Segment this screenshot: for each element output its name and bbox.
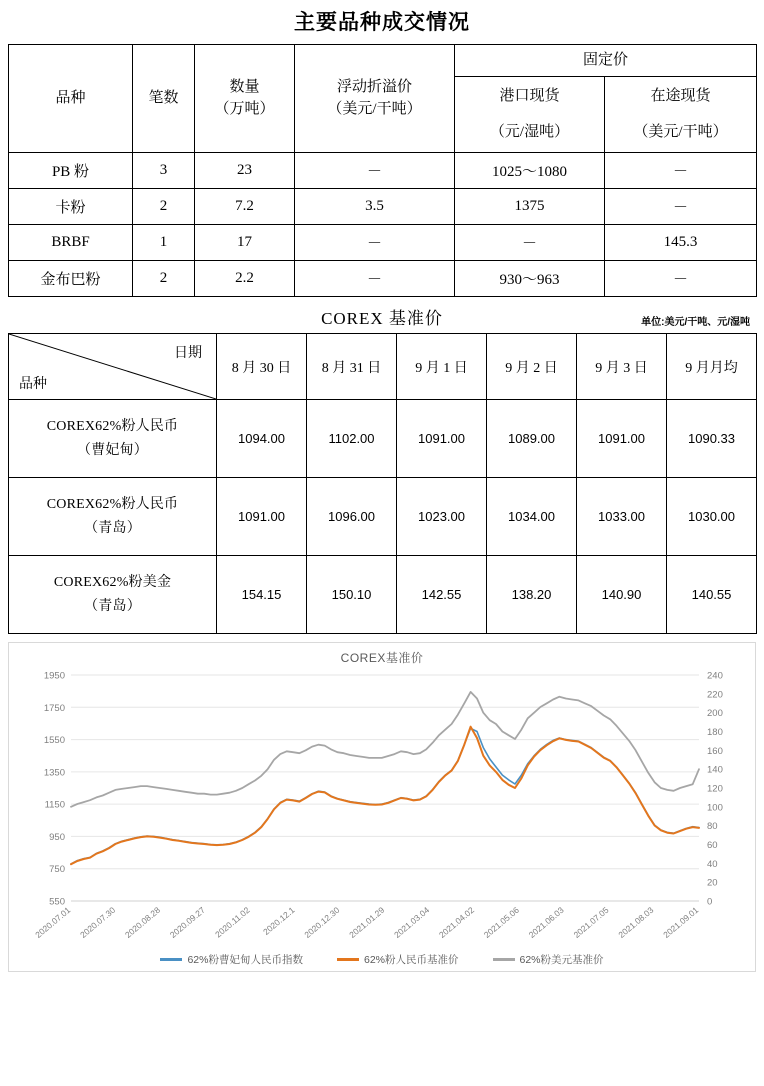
cell-count: 1 — [133, 225, 195, 261]
cell-quantity: 2.2 — [195, 261, 295, 297]
svg-text:20: 20 — [707, 877, 718, 889]
row-label-line2: （青岛） — [84, 520, 141, 536]
th-fixed-price-group: 固定价 — [455, 45, 757, 77]
legend-item-0 — [160, 952, 303, 967]
svg-text:120: 120 — [707, 783, 723, 795]
legend-swatch-icon — [337, 958, 359, 961]
svg-text:950: 950 — [49, 831, 65, 843]
svg-text:200: 200 — [707, 708, 723, 720]
row-label — [9, 400, 217, 478]
svg-text:750: 750 — [49, 864, 65, 876]
table2-header-row — [9, 334, 757, 400]
svg-text:2020.12.1: 2020.12.1 — [261, 904, 297, 937]
cell-value: 1030.00 — [667, 478, 757, 556]
cell-value: 1094.00 — [217, 400, 307, 478]
cell-quantity: 17 — [195, 225, 295, 261]
table1-header-row-1 — [9, 45, 757, 77]
cell-value: 1033.00 — [577, 478, 667, 556]
page-title: 主要品种成交情况 — [294, 10, 470, 34]
th-quantity — [195, 45, 295, 153]
svg-text:2020.09.27: 2020.09.27 — [167, 904, 207, 940]
row-label — [9, 556, 217, 634]
cell-variety: 卡粉 — [9, 189, 133, 225]
cell-value: 1102.00 — [307, 400, 397, 478]
cell-value: 138.20 — [487, 556, 577, 634]
svg-text:2021.03.04: 2021.03.04 — [392, 904, 432, 940]
cell-port-spot: 1375 — [455, 189, 605, 225]
svg-text:240: 240 — [707, 670, 723, 682]
corex-title-row — [0, 301, 764, 331]
cell-count: 3 — [133, 153, 195, 189]
svg-text:2021.01.29: 2021.01.29 — [347, 904, 387, 940]
svg-text:550: 550 — [49, 896, 65, 908]
svg-text:2020.12.30: 2020.12.30 — [302, 904, 342, 940]
svg-text:0: 0 — [707, 896, 713, 908]
th-date-0: 8 月 30 日 — [217, 334, 307, 400]
corner-header — [9, 334, 217, 400]
th-date-4: 9 月 3 日 — [577, 334, 667, 400]
row-label-line2: （曹妃甸） — [77, 442, 148, 458]
cell-in-transit: － — [605, 189, 757, 225]
th-in-transit-line1: 在途现货 — [650, 87, 711, 104]
cell-quantity: 7.2 — [195, 189, 295, 225]
svg-text:60: 60 — [707, 840, 718, 851]
cell-value: 1096.00 — [307, 478, 397, 556]
table-row — [9, 225, 757, 261]
th-port-spot-line2: （元/湿吨） — [489, 123, 570, 140]
legend-label: 62%粉人民币基准价 — [363, 954, 459, 966]
legend-swatch-icon — [160, 958, 182, 961]
th-date-2: 9 月 1 日 — [397, 334, 487, 400]
svg-text:1750: 1750 — [43, 702, 65, 714]
th-in-transit — [605, 77, 757, 153]
th-in-transit-line2: （美元/干吨） — [633, 123, 728, 140]
th-port-spot — [455, 77, 605, 153]
cell-value: 1023.00 — [397, 478, 487, 556]
cell-quantity: 23 — [195, 153, 295, 189]
row-label-line2: （青岛） — [84, 598, 141, 614]
cell-variety: PB 粉 — [9, 153, 133, 189]
cell-value: 1091.00 — [577, 400, 667, 478]
legend-label: 62%粉曹妃甸人民币指数 — [187, 954, 303, 966]
th-quantity-line2: （万吨） — [214, 100, 275, 117]
cell-variety: 金布巴粉 — [9, 261, 133, 297]
svg-text:220: 220 — [707, 689, 723, 701]
cell-value: 1034.00 — [487, 478, 577, 556]
table-row — [9, 189, 757, 225]
chart-plot-area — [9, 643, 757, 973]
svg-text:2020.08.28: 2020.08.28 — [122, 904, 162, 940]
corex-title: COREX 基准价 — [321, 309, 443, 328]
th-date-1: 8 月 31 日 — [307, 334, 397, 400]
svg-text:1350: 1350 — [43, 767, 65, 779]
svg-text:2021.04.02: 2021.04.02 — [436, 904, 476, 940]
th-port-spot-line1: 港口现货 — [499, 87, 560, 104]
th-variety: 品种 — [9, 45, 133, 153]
th-float-premium — [295, 45, 455, 153]
cell-in-transit: － — [605, 153, 757, 189]
legend-swatch-icon — [493, 958, 515, 961]
cell-count: 2 — [133, 189, 195, 225]
row-label-line1: COREX62%粉美金 — [53, 574, 172, 590]
cell-float-premium: － — [295, 261, 455, 297]
cell-value: 140.90 — [577, 556, 667, 634]
row-label — [9, 478, 217, 556]
svg-text:1550: 1550 — [43, 735, 65, 747]
cell-value: 1091.00 — [397, 400, 487, 478]
cell-float-premium: 3.5 — [295, 189, 455, 225]
cell-value: 140.55 — [667, 556, 757, 634]
legend-label: 62%粉美元基准价 — [519, 954, 604, 966]
cell-value: 1089.00 — [487, 400, 577, 478]
svg-text:2021.05.06: 2021.05.06 — [481, 904, 521, 940]
svg-text:140: 140 — [707, 764, 723, 776]
table-row — [9, 556, 757, 634]
table-row — [9, 153, 757, 189]
cell-variety: BRBF — [9, 225, 133, 261]
cell-port-spot: － — [455, 225, 605, 261]
row-label-line1: COREX62%粉人民币 — [46, 418, 179, 434]
cell-value: 1091.00 — [217, 478, 307, 556]
svg-text:2021.08.03: 2021.08.03 — [616, 904, 656, 940]
cell-count: 2 — [133, 261, 195, 297]
corex-price-chart — [8, 642, 756, 972]
th-float-premium-line2: （美元/干吨） — [327, 100, 422, 117]
cell-value: 1090.33 — [667, 400, 757, 478]
cell-float-premium: － — [295, 153, 455, 189]
svg-text:1950: 1950 — [43, 670, 65, 682]
cell-value: 142.55 — [397, 556, 487, 634]
chart-legend — [9, 952, 755, 967]
corex-benchmark-table — [8, 333, 757, 634]
svg-text:2021.06.03: 2021.06.03 — [526, 904, 566, 940]
th-quantity-line1: 数量 — [229, 78, 260, 95]
table-row — [9, 400, 757, 478]
svg-text:2020.07.01: 2020.07.01 — [33, 904, 73, 940]
svg-text:180: 180 — [707, 727, 723, 738]
chart-title: COREX基准价 — [340, 651, 424, 665]
unit-note: 单位:美元/干吨、元/湿吨 — [641, 317, 750, 328]
cell-value: 154.15 — [217, 556, 307, 634]
table-row — [9, 261, 757, 297]
row-label-line1: COREX62%粉人民币 — [46, 496, 179, 512]
th-float-premium-line1: 浮动折溢价 — [336, 78, 412, 95]
legend-item-1 — [337, 952, 459, 967]
svg-text:40: 40 — [707, 858, 718, 870]
cell-in-transit: 145.3 — [605, 225, 757, 261]
svg-text:160: 160 — [707, 745, 723, 757]
svg-text:2021.07.05: 2021.07.05 — [571, 904, 611, 940]
svg-text:2021.09.01: 2021.09.01 — [661, 904, 701, 940]
main-varieties-table — [8, 44, 757, 297]
legend-item-2 — [493, 952, 604, 967]
cell-float-premium: － — [295, 225, 455, 261]
table-row — [9, 478, 757, 556]
svg-text:100: 100 — [707, 802, 723, 814]
th-date-3: 9 月 2 日 — [487, 334, 577, 400]
cell-port-spot: 1025～1080 — [455, 153, 605, 189]
th-date-5: 9 月月均 — [667, 334, 757, 400]
svg-text:1150: 1150 — [44, 799, 65, 811]
th-count: 笔数 — [133, 45, 195, 153]
cell-port-spot: 930～963 — [455, 261, 605, 297]
corner-label-date: 日期 — [174, 346, 202, 361]
cell-in-transit: － — [605, 261, 757, 297]
corner-label-kind: 品种 — [19, 377, 47, 392]
svg-text:80: 80 — [707, 821, 718, 833]
cell-value: 150.10 — [307, 556, 397, 634]
svg-text:2020.07.30: 2020.07.30 — [78, 904, 118, 940]
svg-text:2020.11.02: 2020.11.02 — [213, 904, 252, 940]
